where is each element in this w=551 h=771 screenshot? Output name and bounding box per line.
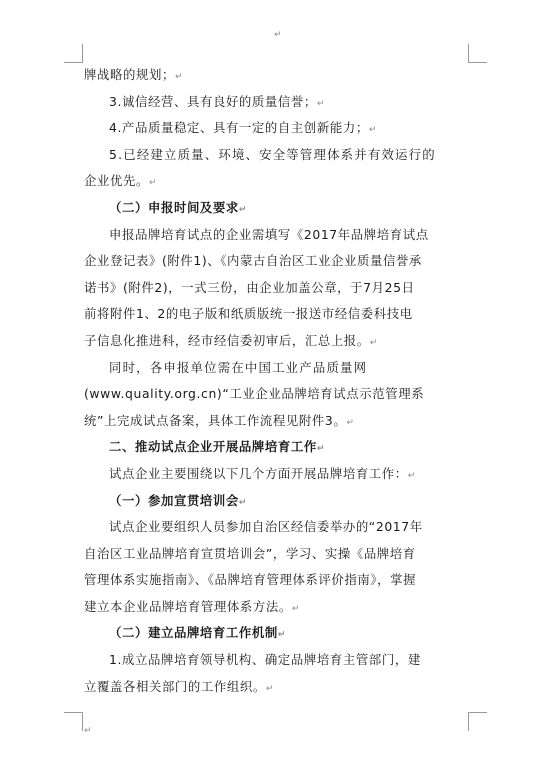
- text-line: (www.quality.org.cn)“工业企业品牌培育试点示范管理系: [84, 386, 425, 402]
- text-line: 牌战略的规划；↵: [84, 67, 184, 82]
- text-line: 企业优先。↵: [84, 173, 158, 189]
- section-heading: （一）参加宣贯培训会↵: [109, 492, 248, 508]
- text-line: 同时，各申报单位需在中国工业产品质量网: [109, 359, 368, 375]
- crop-mark-bottom-left: [64, 712, 83, 731]
- list-item: 5.已经建立质量、环境、安全等管理体系并有效运行的: [109, 146, 436, 162]
- list-item: 3.诚信经营、具有良好的质量信誉；↵: [109, 93, 326, 109]
- text-line: 立覆盖各相关部门的工作组织。↵: [84, 678, 275, 694]
- footer-paragraph-mark: ↵: [84, 726, 92, 736]
- header-paragraph-mark: ↵: [274, 30, 282, 40]
- document-body[interactable]: [84, 62, 468, 700]
- crop-mark-bottom-right: [468, 712, 487, 731]
- text-line: 统”上完成试点备案，具体工作流程见附件3。↵: [84, 412, 355, 428]
- text-line: 自治区工业品牌培育宣贯培训会”，学习、实操《品牌培育: [84, 545, 416, 561]
- section-heading: 二、推动试点企业开展品牌培育工作↵: [109, 439, 326, 455]
- text-line: 诺书》(附件2)，一式三份，由企业加盖公章，于7月25日: [84, 279, 415, 295]
- text-line: 建立本企业品牌培育管理体系方法。↵: [84, 598, 301, 614]
- section-heading: （二）建立品牌培育工作机制↵: [109, 625, 287, 641]
- crop-mark-top-right: [468, 44, 487, 63]
- text-line: 前将附件1、2的电子版和纸质版统一报送市经信委科技电: [84, 306, 413, 322]
- text-line: 子信息化推进科，经市经信委初审后，汇总上报。↵: [84, 332, 378, 348]
- crop-mark-top-left: [64, 44, 83, 63]
- text-line: 试点企业主要围绕以下几个方面开展品牌培育工作：↵: [109, 465, 416, 481]
- text-line: 管理体系实施指南》、《品牌培育管理体系评价指南》，掌握: [84, 572, 417, 588]
- section-heading: （二）申报时间及要求↵: [109, 199, 248, 215]
- list-item: 4.产品质量稳定、具有一定的自主创新能力；↵: [109, 120, 377, 136]
- text-line: 企业登记表》(附件1)、《内蒙古自治区工业企业质量信誉承: [84, 253, 422, 269]
- text-line: 1.成立品牌培育领导机构、确定品牌培育主管部门，建: [109, 652, 421, 668]
- text-line: 试点企业要组织人员参加自治区经信委举办的“2017年: [109, 519, 423, 535]
- text-line: 申报品牌培育试点的企业需填写《2017年品牌培育试点: [109, 226, 429, 242]
